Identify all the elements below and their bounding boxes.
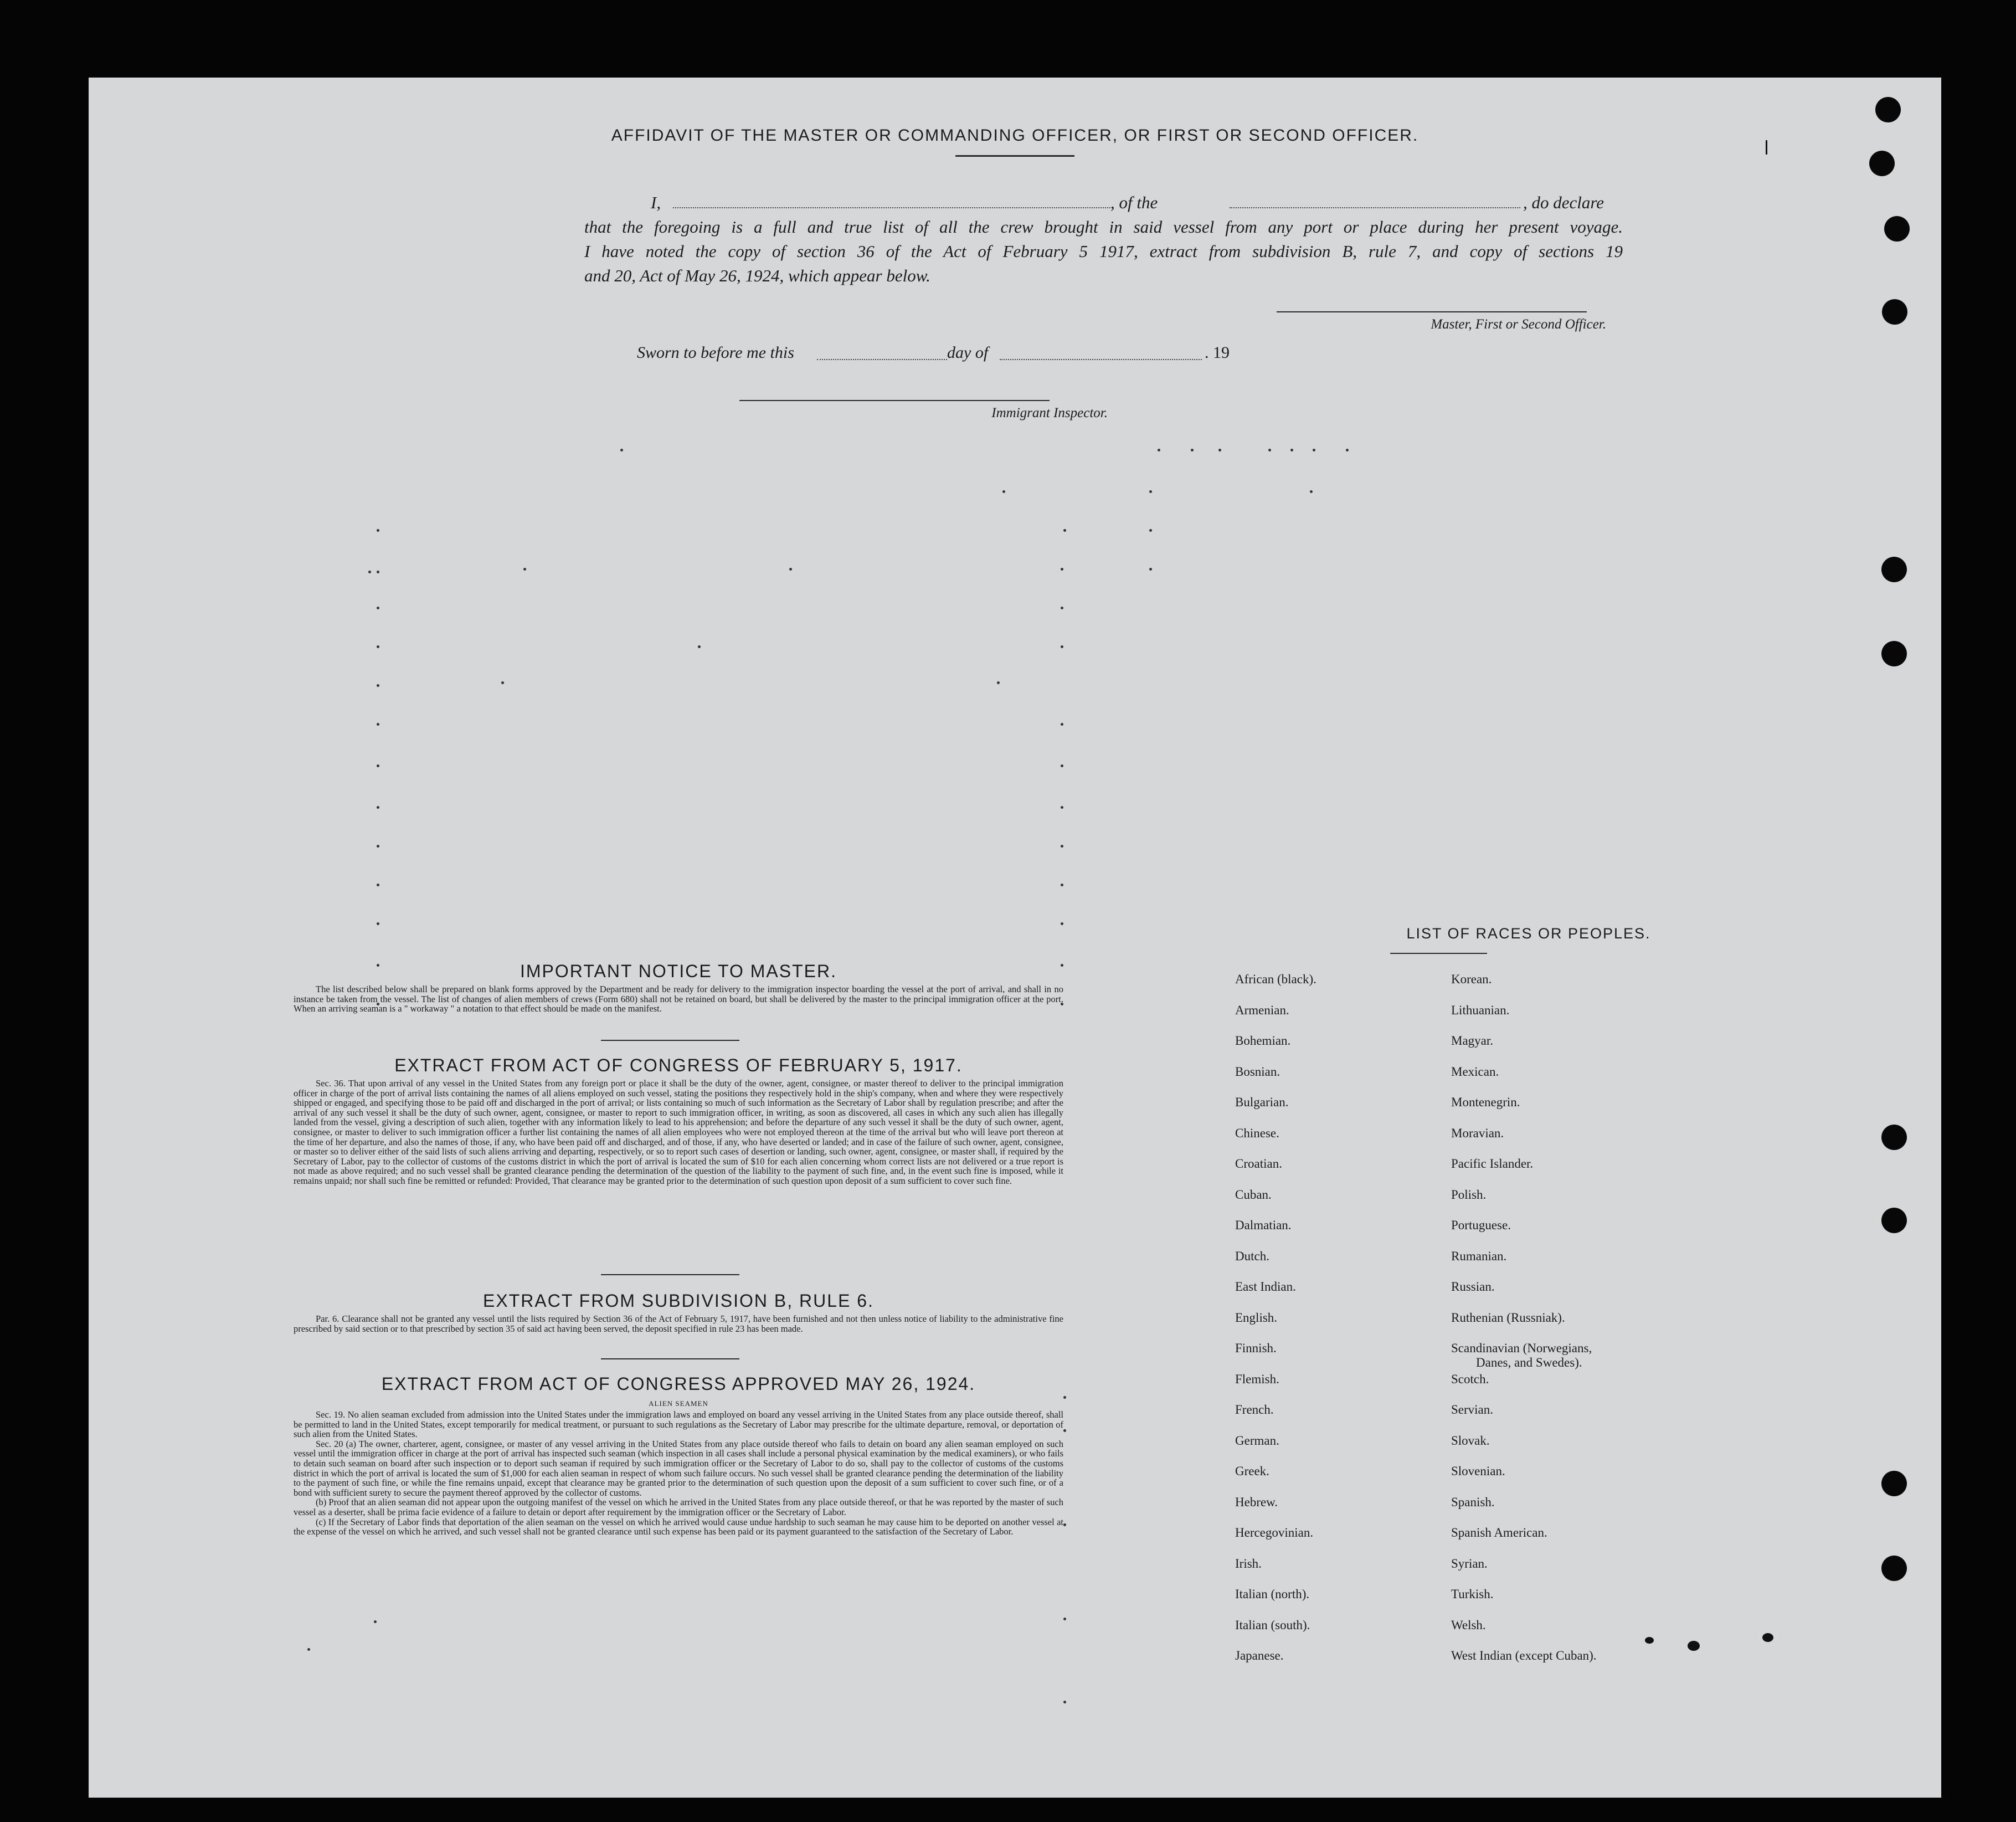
sec-20b-text: (b) Proof that an alien seaman did not appear upon the outgoing manifest of the vessel on which he arrived in the United States from any place outside thereof, or that he was reported by the master of such vessel as a deserter, shall be prima facie evidence of a failure to detain or deport after requirement by the immigration officer or the Secretary of Labor. [294,1497,1063,1517]
subdivision-b-body [294,1314,1063,1333]
race-left-15: German. [1235,1433,1279,1448]
race-left-20: Italian (north). [1235,1587,1310,1601]
extract-1924-title: EXTRACT FROM ACT OF CONGRESS APPROVED MAY 26, 1924. [381,1374,976,1394]
race-right-10: Russian. [1451,1280,1495,1294]
punch-hole [1869,151,1895,176]
punch-hole [1881,641,1907,666]
race-right-9: Rumanian. [1451,1249,1507,1263]
race-right-20: Turkish. [1451,1587,1494,1601]
punch-hole [1875,97,1901,122]
race-right-6: Pacific Islander. [1451,1157,1534,1171]
affidavit-line-4: and 20, Act of May 26, 1924, which appear below. [584,266,930,285]
race-left-11: English. [1235,1310,1278,1325]
race-left-6: Croatian. [1235,1157,1282,1171]
sec-19-text: Sec. 19. No alien seaman excluded from admission into the United States under the immigration laws and employed on board any vessel arriving in the United States from any place outside thereof, shall be permitted to land in the United States, except temporarily for medical treatment, or pursuant to such regulations as the Secretary of Labor may prescribe for the ultimate departure, removal, or deportation of such alien from the United States. [294,1409,1063,1440]
inspector-label: Immigrant Inspector. [991,406,1108,420]
punch-hole [1881,1556,1907,1581]
month-blank [1000,359,1202,360]
race-right-3: Mexican. [1451,1064,1499,1079]
subdivision-b-title: EXTRACT FROM SUBDIVISION B, RULE 6. [483,1291,874,1311]
race-left-10: East Indian. [1235,1280,1296,1294]
race-right-22: West Indian (except Cuban). [1451,1649,1597,1662]
race-right-2: Magyar. [1451,1034,1494,1048]
day-of-text: day of [947,343,989,362]
race-left-22: Japanese. [1235,1649,1284,1662]
notice-text: The list described below shall be prepared on blank forms approved by the Department and be ready for delivery to the immigration inspector boarding the vessel at the port of arrival, and shall in no instance be taken from the vessel. The list of changes of alien members of crews (Form 680) shall not be retained on board, but shall be delivered by the master to the principal immigration officer at the port. When an arriving seaman is a " workaway " a notation to that effect should be made on the manifest. [294,984,1063,1014]
notice-body [294,984,1063,1014]
race-right-21: Welsh. [1451,1618,1486,1632]
master-signature-line [1277,311,1587,312]
sec-20a-text: Sec. 20 (a) The owner, charterer, agent, consignee, or master of any vessel arriving in the United States from any place outside thereof who fails to detain on board any alien seaman employed on such vessel until the immigration officer in charge at the port of arrival has inspected such seaman (which inspection in all cases shall include a personal physical examination by the medical examiners), or who fails to detain such seaman on board after such inspection or to deport such seaman if required by such immigration officer or the Secretary of Labor to do so, shall pay to the collector of customs of the customs district in which the port of arrival is located the sum of $1,000 for each alien seaman in respect of whom such failure occurs. No such vessel shall be granted clearance pending the determination of the liability to the payment of such fine, or while the fine remains unpaid, except that clearance may be granted prior to the determination of such question upon the deposit of a sum sufficient to cover such fine, or of a bond with sufficient surety to secure the payment thereof approved by the collector of customs. [294,1438,1063,1498]
race-left-19: Irish. [1235,1556,1262,1570]
race-right-4: Montenegrin. [1451,1095,1520,1109]
race-left-17: Hebrew. [1235,1495,1278,1509]
race-left-4: Bulgarian. [1235,1095,1289,1109]
race-left-3: Bosnian. [1235,1064,1280,1079]
form-sheet [89,78,1941,1798]
extract-1917-title: EXTRACT FROM ACT OF CONGRESS OF FEBRUARY 5, 1917. [394,1055,963,1075]
subdivision-b-divider [601,1358,739,1359]
alien-seamen-subtitle: ALIEN SEAMEN [649,1399,708,1408]
ink-speck [1688,1641,1700,1651]
race-right-18: Spanish American. [1451,1526,1547,1539]
races-title: LIST OF RACES OR PEOPLES. [1406,925,1651,942]
sworn-text: Sworn to before me this [637,343,794,362]
race-left-1: Armenian. [1235,1003,1289,1017]
day-blank [817,359,947,360]
race-right-5: Moravian. [1451,1126,1504,1140]
punch-hole [1881,557,1907,582]
sworn-line [546,343,1266,366]
punch-hole [1881,1125,1907,1150]
extract-1917-body [294,1079,1063,1186]
punch-hole [1884,216,1910,242]
race-left-18: Hercegovinian. [1235,1526,1314,1539]
affidavit-line-2: that the foregoing is a full and true list of all the crew brought in said vessel from any port or place during her present voyage. [584,217,1623,237]
notice-divider [601,1040,739,1041]
punch-hole [1882,299,1907,325]
race-right-16: Slovenian. [1451,1464,1505,1478]
extract-1924-body [294,1410,1063,1537]
race-left-9: Dutch. [1235,1249,1269,1263]
race-left-5: Chinese. [1235,1126,1279,1140]
affidavit-i: I, [651,193,661,212]
race-left-13: Flemish. [1235,1372,1279,1386]
name-blank [673,207,1110,208]
sec-20c-text: (c) If the Secretary of Labor finds that deportation of the alien seaman on the vessel on which he arrived would cause undue hardship to such seaman he may cause him to be deported on another vessel at the expense of the vessel on which he arrived, and such vessel shall not be granted clearance until such expense has been paid or its payment guaranteed to the satisfaction of the Secretary of Labor. [294,1516,1063,1537]
race-left-21: Italian (south). [1235,1618,1310,1632]
race-right-17: Spanish. [1451,1495,1495,1509]
race-right-7: Polish. [1451,1187,1487,1202]
title-underline [955,155,1074,157]
notice-title: IMPORTANT NOTICE TO MASTER. [520,961,837,981]
race-right-15: Slovak. [1451,1433,1490,1448]
ink-speck [1762,1633,1773,1642]
master-label: Master, First or Second Officer. [1431,317,1606,332]
race-left-12: Finnish. [1235,1341,1277,1355]
races-title-underline [1390,953,1487,954]
sec-36-text: Sec. 36. That upon arrival of any vessel in the United States from any foreign port or place it shall be the duty of the owner, agent, consignee, or master thereof to deliver to the principal immigration officer in charge of the port of arrival lists containing the names of all aliens employed on such vessel, stating the positions they respectively hold in the ship's company, when and where they were respectively shipped or engaged, and specifying those to be paid off and discharged in the port of arrival; or lists containing so much of such information as the Secretary of Labor shall by regulation prescribe; and after the arrival of any such vessel it shall be the duty of such owner, agent, consignee, or master to report to such immigration officer, in writing, as soon as discovered, all cases in which any such alien has illegally landed from the vessel, giving a description of such alien, together with any information likely to lead to his apprehension; and before the departure of any such vessel it shall be the duty of such owner, agent, consignee, or master to deliver to such immigration officer a further list containing the names of all alien employees who were not employed thereon at the time of the arrival but who will leave port thereon at the time of her departure, and also the names of those, if any, who have been paid off and discharged, and of those, if any, who have deserted or landed; and in case of the failure of such owner, agent, consignee, or master so to deliver either of the said lists of such aliens arriving and departing, respectively, or so to report such cases of desertion or landing, such owner, agent, consignee, or master shall, if required by the Secretary of Labor, pay to the collector of customs of the customs district in which the port of arrival is located the sum of $10 for each alien concerning whom correct lists are not delivered or a true report is not made as above required; and no such vessel shall be granted clearance pending the determination of the question of the liability to the payment of such fine, and, in the event such fine is imposed, while it remains unpaid; nor shall such fine be remitted or refunded: Provided, That clearance may be granted prior to the determination of such question upon deposit of a sum sufficient to cover such fine. [294,1078,1063,1186]
race-right-13: Scotch. [1451,1372,1489,1386]
race-left-14: French. [1235,1403,1274,1416]
punch-hole [1881,1208,1907,1233]
vessel-blank [1230,207,1520,208]
punch-hole [1881,1471,1907,1496]
race-left-7: Cuban. [1235,1187,1272,1202]
ink-speck [1766,140,1767,155]
race-left-8: Dalmatian. [1235,1218,1292,1232]
race-right-11: Ruthenian (Russniak). [1451,1310,1565,1325]
race-left-16: Greek. [1235,1464,1269,1478]
year-prefix: . 19 [1205,343,1230,362]
race-right-1: Lithuanian. [1451,1003,1510,1017]
affidavit-line-3: I have noted the copy of section 36 of the Act of February 5 1917, extract from subdivision B, rule 7, and copy of sections 19 [584,242,1623,261]
race-left-0: African (black). [1235,972,1316,986]
inspector-signature-line [739,400,1050,401]
race-right-12: Scandinavian (Norwegians, [1451,1341,1592,1355]
race-right-19: Syrian. [1451,1556,1488,1570]
race-right-0: Korean. [1451,972,1492,986]
affidavit-title: AFFIDAVIT OF THE MASTER OR COMMANDING OFFICER, OR FIRST OR SECOND OFFICER. [611,126,1419,145]
races-left-column [1235,972,1434,1759]
extract-1917-divider [601,1274,739,1275]
race-right-14: Servian. [1451,1403,1494,1416]
par-6-text: Par. 6. Clearance shall not be granted any vessel until the lists required by Section 36 of the Act of February 5, 1917, have been furnished and not then unless notice of liability to the administrative fine prescribed by said section or to that prescribed by section 35 of said act having been served, the deposit specified in rule 23 has been made. [294,1313,1063,1334]
race-right-12-continuation: Danes, and Swedes). [1476,1356,1582,1369]
affidavit-of-the: , of the [1110,193,1158,212]
race-right-8: Portuguese. [1451,1218,1511,1232]
affidavit-do-declare: , do declare [1523,193,1604,212]
ink-speck [1645,1637,1654,1644]
race-left-2: Bohemian. [1235,1034,1291,1048]
